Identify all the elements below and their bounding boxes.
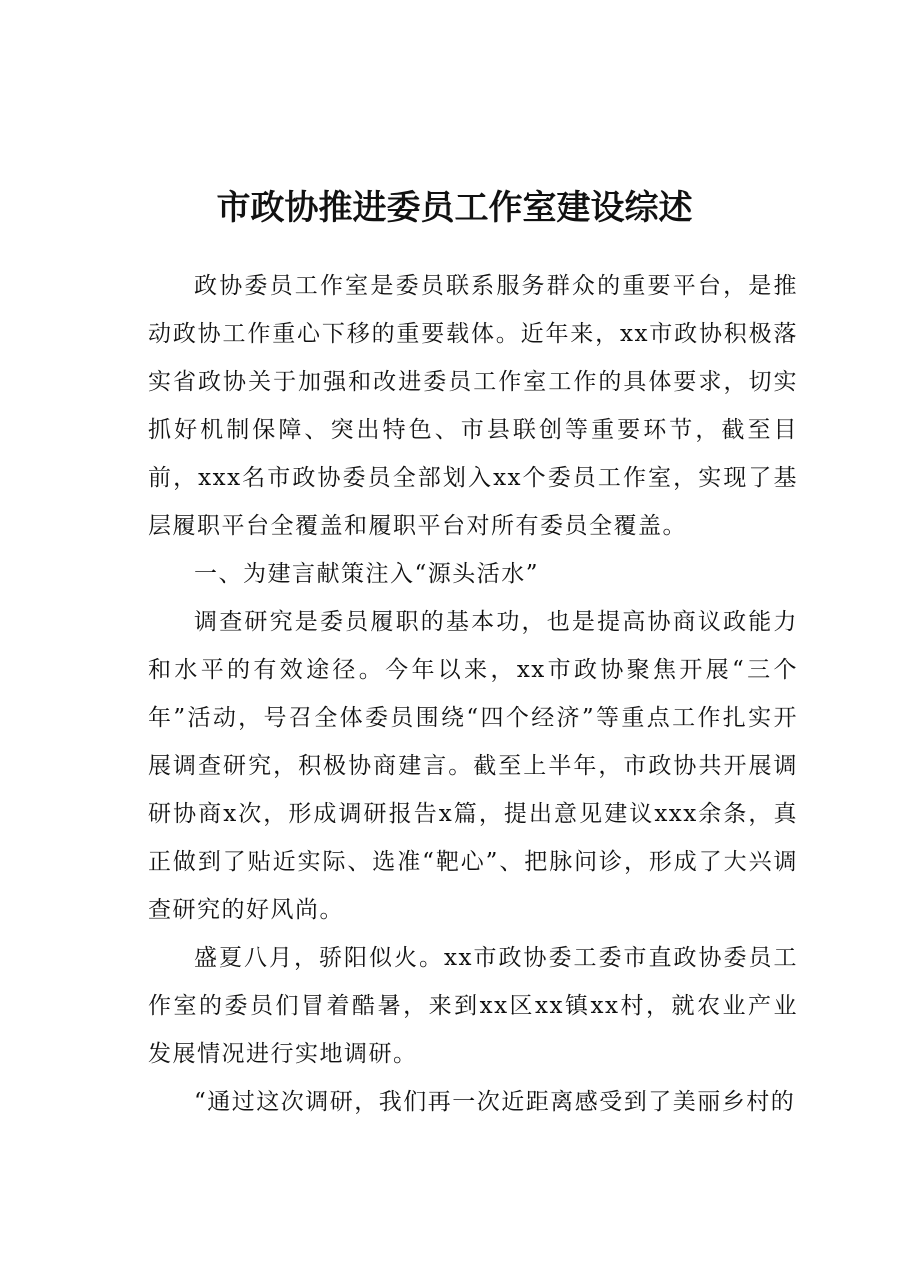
intro-paragraph: 政协委员工作室是委员联系服务群众的重要平台，是推动政协工作重心下移的重要载体。近年来，xx市政协积极落实省政协关于加强和改进委员工作室工作的具体要求，切实抓好机制保障、突出特色、市县联创等重要环节，截至目前，xxx名市政协委员全部划入xx个委员工作室，实现了基层履职平台全覆盖和履职平台对所有委员全覆盖。 bbox=[148, 273, 798, 539]
section-1-paragraph-3: “通过这次调研，我们再一次近距离感受到了美丽乡村的 bbox=[194, 1089, 796, 1115]
document-title: 市政协推进委员工作室建设综述 bbox=[216, 188, 693, 228]
section-1-paragraph-2: 盛夏八月，骄阳似火。xx市政协委工委市直政协委员工作室的委员们冒着酷暑，来到xx区xx镇xx村，就农业产业发展情况进行实地调研。 bbox=[148, 945, 798, 1067]
section-heading-1: 一、为建言献策注入“源头活水” bbox=[194, 561, 540, 587]
section-1-paragraph-1: 调查研究是委员履职的基本功，也是提高协商议政能力和水平的有效途径。今年以来，xx市政协聚焦开展“三个年”活动，号召全体委员围绕“四个经济”等重点工作扎实开展调查研究，积极协商建言。截至上半年，市政协共开展调研协商x次，形成调研报告x篇，提出意见建议xxx余条，真正做到了贴近实际、选准“靶心”、把脉问诊，形成了大兴调查研究的好风尚。 bbox=[148, 609, 798, 923]
document-body bbox=[148, 262, 798, 1126]
